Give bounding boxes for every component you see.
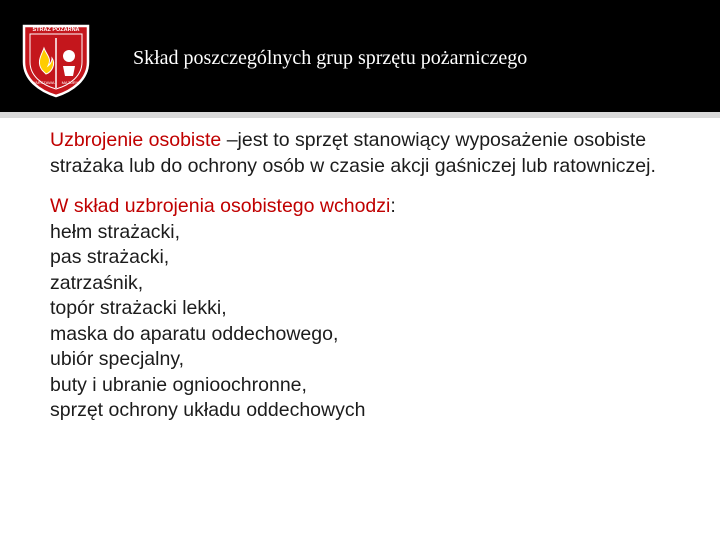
logo-bottom-left-text: WARSZAWA: [31, 80, 55, 85]
header-divider: [0, 112, 720, 118]
list-item: ubiór specjalny,: [50, 348, 185, 370]
logo-top-text: STRAŻ POŻARNA: [32, 27, 80, 33]
list-heading-text: W skład uzbrojenia osobistego wchodzi: [50, 195, 391, 217]
slide-title: Skład poszczególnych grup sprzętu pożarniczego: [133, 47, 528, 69]
logo-bottom-right-text: MAZURY: [61, 80, 79, 85]
slide-header: [0, 0, 720, 112]
slide-content: [50, 128, 700, 424]
list-item: buty i ubranie ognioochronne,: [50, 373, 307, 396]
list-item: zatrzaśnik,: [50, 271, 144, 294]
fire-brigade-logo: [16, 18, 96, 98]
list-item: sprzęt ochrony układu oddechowych: [50, 399, 366, 421]
list-item: pas strażacki,: [50, 246, 170, 268]
definition-paragraph: [50, 128, 700, 179]
equipment-list: [50, 220, 700, 424]
definition-text: –jest to sprzęt stanowiący wyposażenie osobiste strażaka lub do ochrony osób w czasie akcji gaśniczej lub ratowniczej.: [50, 129, 656, 177]
list-heading: [50, 194, 700, 220]
list-item: maska do aparatu oddechowego,: [50, 322, 339, 345]
list-item: topór strażacki lekki,: [50, 297, 227, 319]
list-item: hełm strażacki,: [50, 220, 181, 243]
list-heading-colon: :: [390, 195, 396, 217]
definition-term: Uzbrojenie osobiste: [50, 129, 227, 151]
